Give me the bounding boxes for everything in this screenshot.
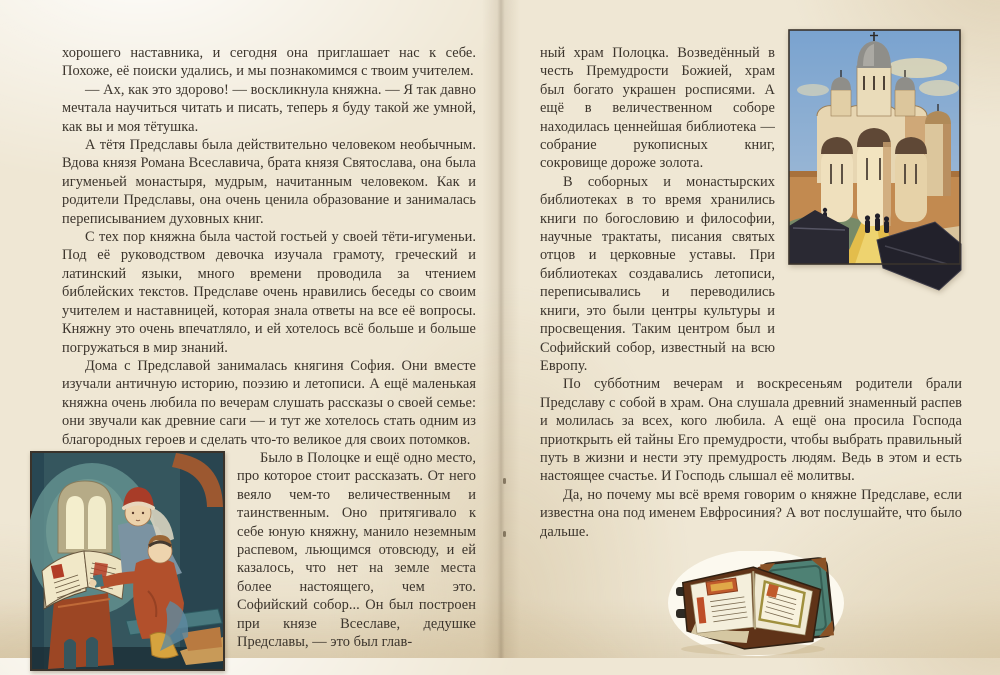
spine-stitch-mark (503, 531, 506, 537)
paragraph: А тётя Предславы была действительно человеком необычным. Вдова князя Романа Всеславича, брата князя Святослава, она была игуменьей монастыря, мудрым, начитанным человеком. Как и родители Предславы, она очень ценила образование и занималась переписыванием духовных книг. (62, 137, 476, 227)
right-page (540, 44, 962, 659)
paragraph: В соборных и монастырских библиотеках в то время хранились книги по богословию и философии, научные трактаты, писания святых отцов и церковные уставы. При библиотеках создавались летописи, переписывались и переводились книги, это были центры культуры и просвещения. Таким центром был и Софийский собор, известный на всю Европу. (540, 173, 775, 374)
book-spine-crease (482, 0, 520, 658)
paragraph: С тех пор княжна была частой гостьей у своей тёти-игуменьи. Под её руководством девочка изучала грамоту, греческий и латинский языки, много времени проводила за чтением библейских текстов. Предславе очень нравились беседы со своим учителем и наставницей, которая знала ответы на все её вопросы. Княжну это очень впечатляло, и ей хотелось всё больше и больше погружаться в мир знаний. (62, 229, 476, 356)
books-illustration (668, 551, 846, 659)
reading-scene-illustration (30, 451, 237, 675)
left-page (62, 44, 476, 675)
spine-stitch-mark (503, 478, 506, 484)
books-image (668, 551, 846, 659)
paragraph: По субботним вечерам и воскресеньям родители брали Предславу с собой в храм. Она слушала древний знаменный распев и молилась за всех, кого любила. А ещё она просила Господа приоткрыть ей тайны Его премудрости, чтобы выбрать правильный путь в жизни и нести эту премудрость людям. Ведь в этом и есть настоящее счастье. И Господь слышал её молитвы. (540, 376, 962, 485)
paragraph: — Ах, как это здорово! — воскликнула княжна. — Я так давно мечтала научиться читать и писать, теперь я буду такой же умной, как вы и моя тётушка. (62, 81, 476, 135)
paragraph: Дома с Предславой занималась княгиня София. Они вместе изучали античную историю, поэзию и летописи. А ещё маленькая княжна очень любила по вечерам слушать рассказы о своей семье: они звучали как древние саги — и тут же хотелось стать одним из благородных героев и сделать что-то великое для своих потомков. (62, 357, 476, 448)
cathedral-illustration (775, 44, 962, 348)
paragraph: Было в Полоцке и ещё одно место, про которое стоит рассказать. От него веяло чем-то величественным и таинственным. Оно притягивало к себе юную княжну, манило неземным распевом, льющимся отовсюду, и ей казалось, что нет на земле места более настоящего, чем это. Софийский собор... Он был построен при князе Всеславе, дедушке Предславы, — это был глав- (237, 449, 476, 650)
paragraph: ный храм Полоцка. Возведённый в честь Премудрости Божией, храм был богато украшен росписями. А ещё в величественном соборе находилась ценнейшая библиотека — собрание рукописных книг, сокровище дороже золота. (540, 45, 775, 172)
paragraph: хорошего наставника, и сегодня она приглашает нас к себе. Похоже, её поиски удались, и мы познакомимся с твоим учителем. (62, 45, 476, 80)
cathedral-image (787, 28, 962, 294)
reading-scene-image (30, 451, 225, 671)
paragraph: Да, но почему мы всё время говорим о княжне Предславе, если известна она под именем Евфросиния? А вот послушайте, что было дальше. (540, 486, 962, 540)
